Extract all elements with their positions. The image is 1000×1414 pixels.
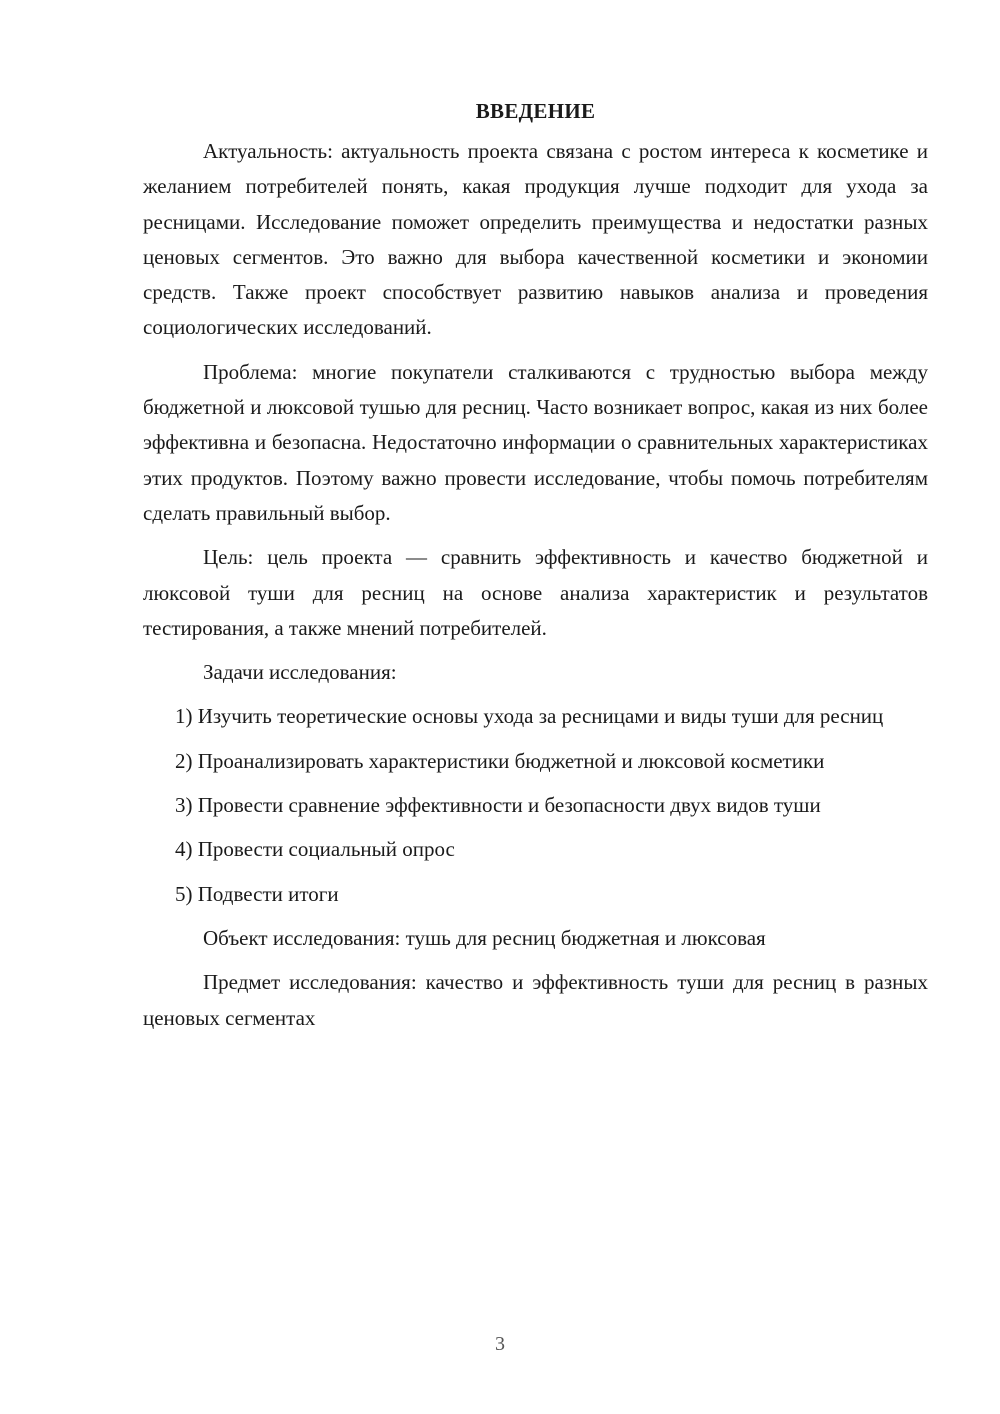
paragraph-goal: Цель: цель проекта — сравнить эффективность и качество бюджетной и люксовой туши для ресниц на основе анализа характеристик и результатов тестирования, а также мнений потребителей. xyxy=(143,545,928,640)
paragraph-problem: Проблема: многие покупатели сталкиваются с трудностью выбора между бюджетной и люксовой тушью для ресниц. Часто возникает вопрос, какая из них более эффективна и безопасна. Недостаточно информации о сравнительных характеристиках этих продуктов. Поэтому важно провести исследование, чтобы помочь потребителям сделать правильный выбор. xyxy=(143,359,928,525)
page-number: 3 xyxy=(495,1333,505,1355)
task-item-5: 5) Подвести итоги xyxy=(175,881,339,906)
task-item-4: 4) Провести социальный опрос xyxy=(175,837,455,862)
task-item-2: 2) Проанализировать характеристики бюджетной и люксовой косметики xyxy=(175,748,825,773)
section-title: ВВЕДЕНИЕ xyxy=(475,99,596,123)
task-item-1: 1) Изучить теоретические основы ухода за ресницами и виды туши для ресниц xyxy=(175,704,884,729)
paragraph-relevance: Актуальность: актуальность проекта связана с ростом интереса к косметике и желанием потребителей понять, какая продукция лучше подходит для ухода за ресницами. Исследование поможет определить преимущества и недостатки разных ценовых сегментов. Это важно для выбора качественной косметики и экономии средств. Также проект способствует развитию навыков анализа и проведения социологических исследований. xyxy=(143,139,928,340)
tasks-heading: Задачи исследования: xyxy=(203,660,397,685)
paragraph-subject: Предмет исследования: качество и эффективность туши для ресниц в разных ценовых сегментах xyxy=(143,970,928,1030)
task-item-3: 3) Провести сравнение эффективности и безопасности двух видов туши xyxy=(175,793,821,818)
document-page xyxy=(143,96,928,1045)
paragraph-object: Объект исследования: тушь для ресниц бюджетная и люксовая xyxy=(203,925,766,950)
